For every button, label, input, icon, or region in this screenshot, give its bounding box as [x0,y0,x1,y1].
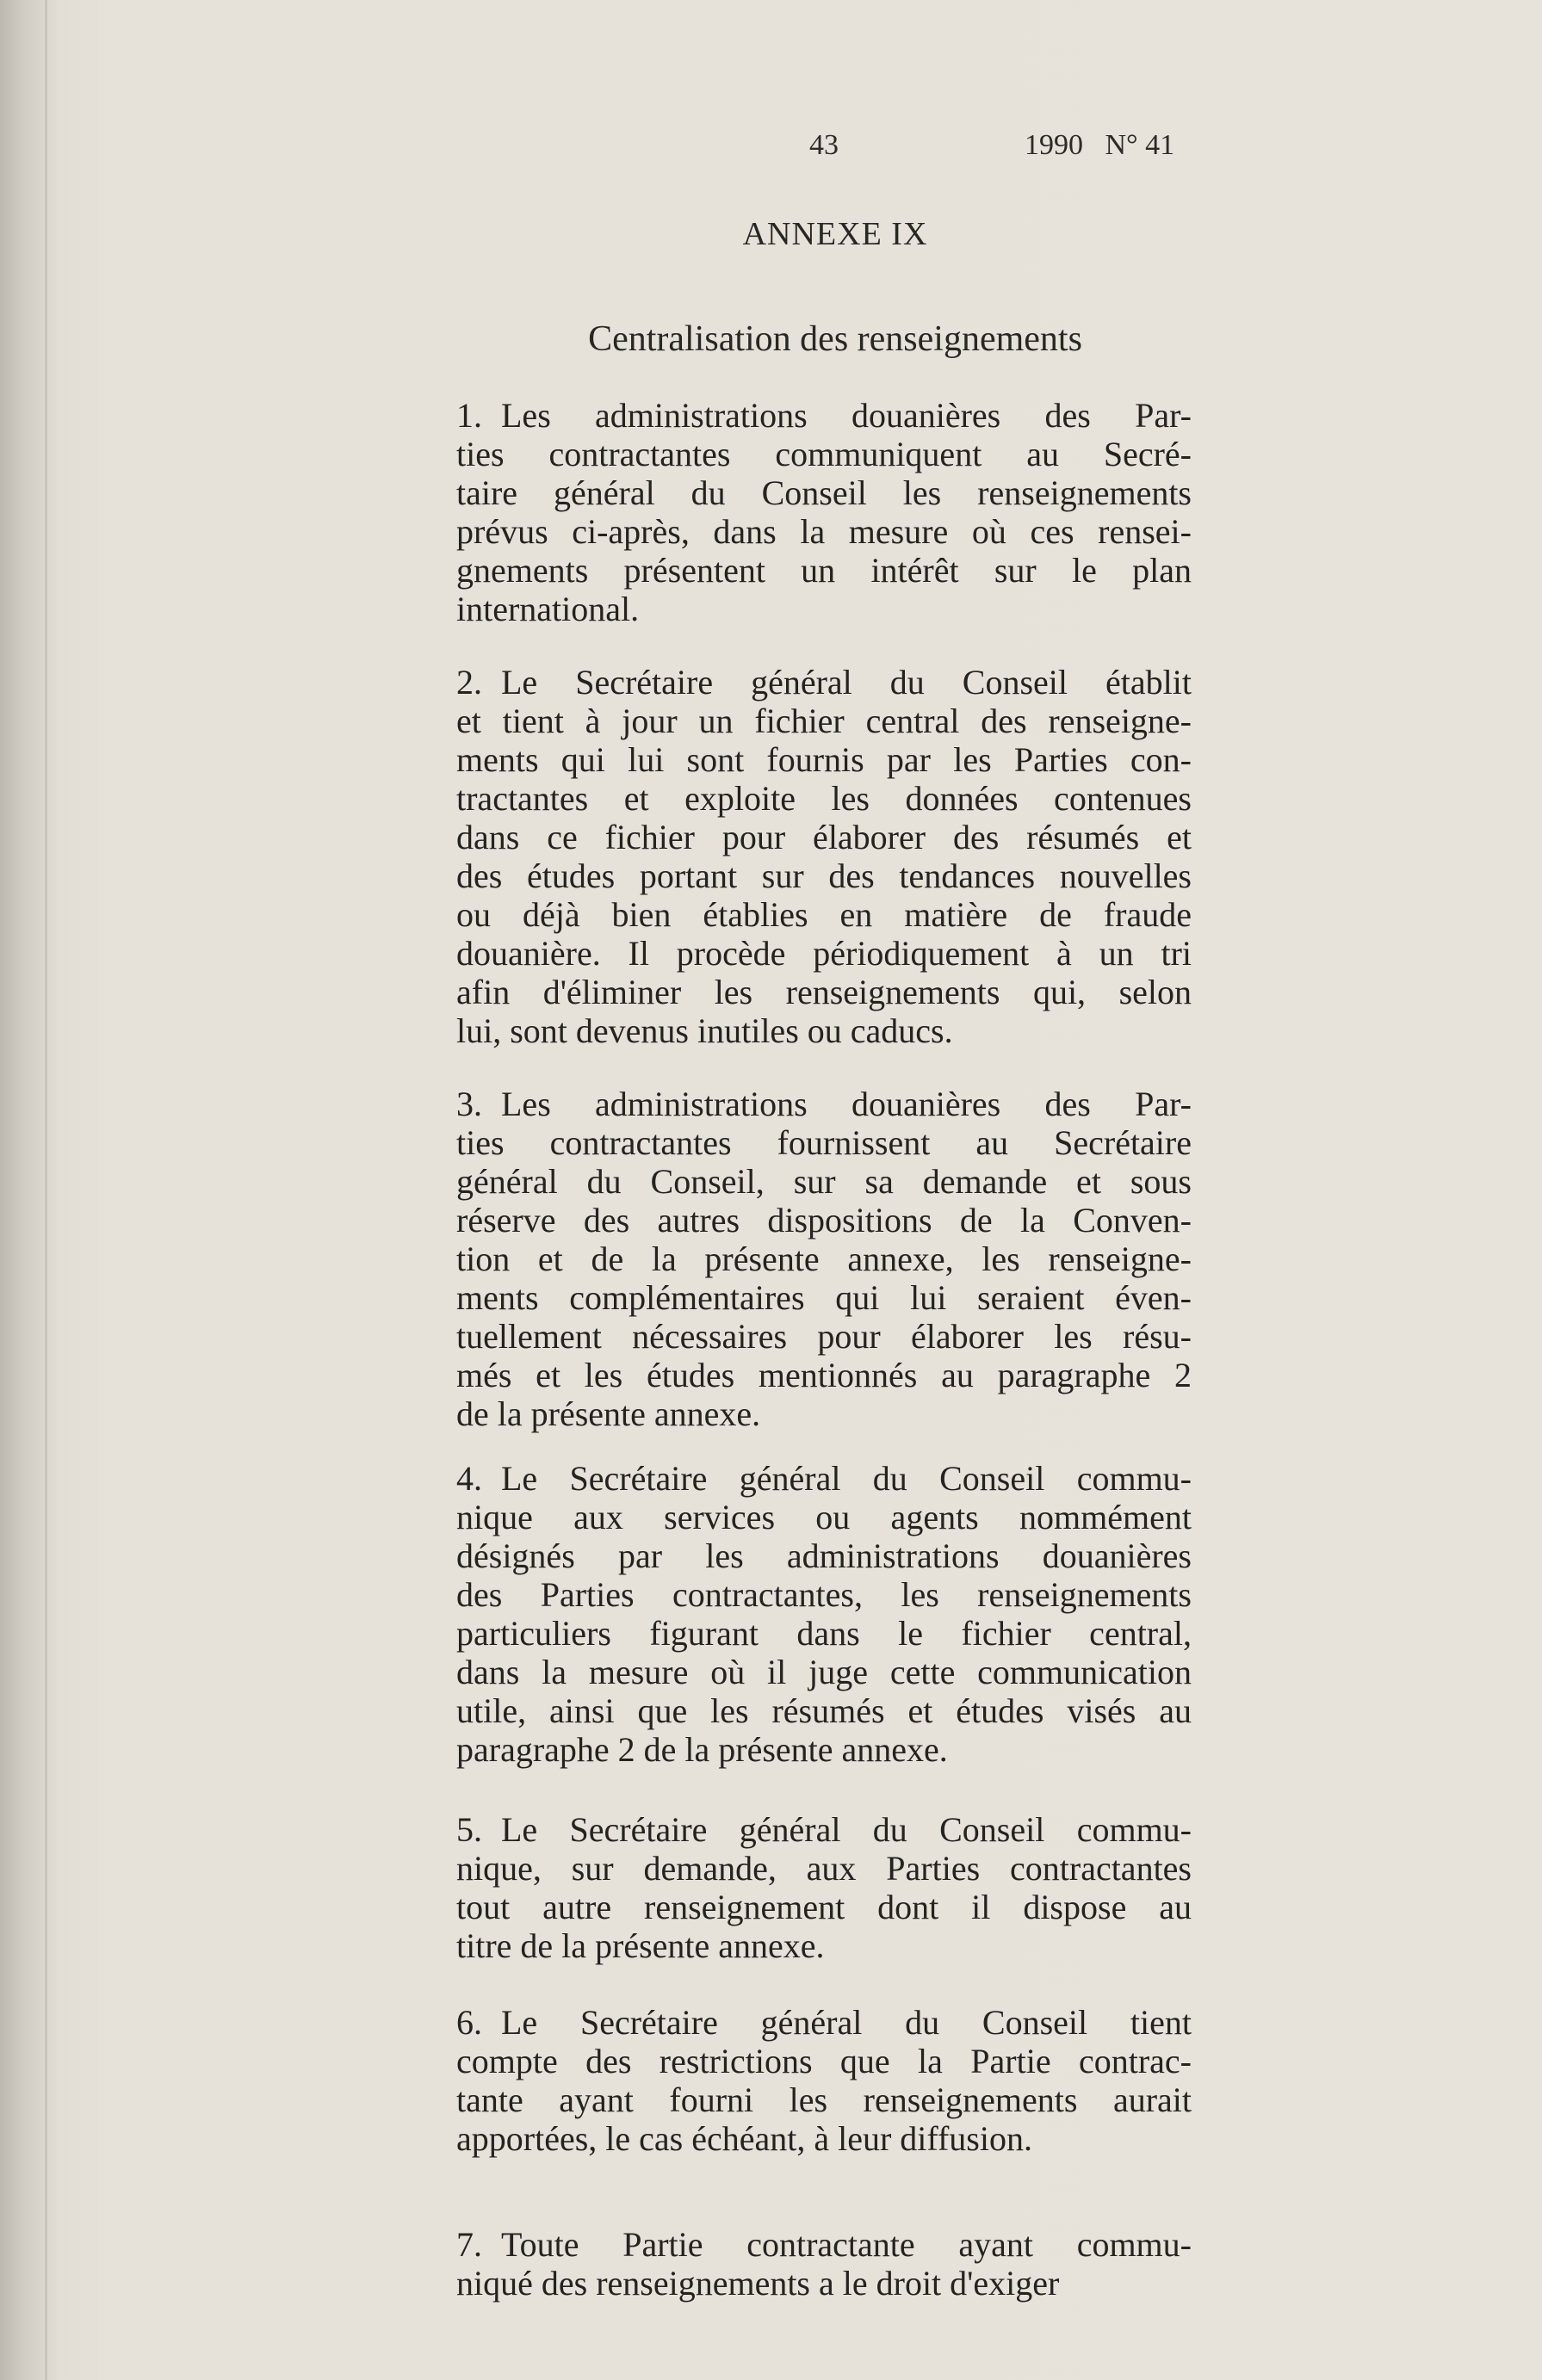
paragraph-line [456,2225,1192,2264]
paragraph-line [456,1691,1192,1730]
paragraph-line-text: ties contractantes communiquent au Secré- [456,435,1192,473]
paragraph-5 [456,1810,1192,1965]
paragraph-line-text: réserve des autres dispositions de la Conven- [456,1201,1192,1239]
paragraph-line-text: Le Secrétaire général du Conseil établit [501,663,1192,702]
paragraph-line [456,1011,1192,1050]
paragraph-line [456,2003,1192,2042]
paragraph-line [456,1575,1192,1614]
paragraph-1 [456,396,1192,628]
paragraph-line [456,2119,1192,2158]
paragraph-line-text: Les administrations douanières des Par- [501,396,1192,435]
paragraph-line-text: désignés par les administrations douanières [456,1536,1192,1575]
paragraph-line [456,1849,1192,1888]
paragraph-line [456,1317,1192,1356]
paragraph-line-text: des Parties contractantes, les renseignements [456,1575,1192,1614]
paragraph-line-text: compte des restrictions que la Partie contrac- [456,2042,1192,2080]
paragraph-line-text: apportées, le cas échéant, à leur diffusion. [456,2119,1032,2158]
paragraph-line [456,1085,1192,1123]
paragraph-6 [456,2003,1192,2158]
paragraph-line-text: particuliers figurant dans le fichier central, [456,1614,1192,1653]
paragraph-line [456,2042,1192,2080]
paragraph-line [456,1394,1192,1433]
paragraph-line [456,1653,1192,1691]
paragraph-line [456,473,1192,512]
paragraph-line-text: prévus ci-après, dans la mesure où ces rensei- [456,512,1192,551]
paragraph-number: 1. [456,396,482,435]
paragraph-line [456,663,1192,702]
paragraph-line [456,740,1192,779]
paragraph-line [456,973,1192,1011]
paragraph-number: 4. [456,1459,482,1498]
paragraph-line-text: gnements présentent un intérêt sur le plan [456,551,1192,590]
paragraph-line-text: Le Secrétaire général du Conseil tient [501,2003,1192,2042]
paragraph-line [456,1888,1192,1926]
paragraph-line [456,396,1192,435]
paragraph-line [456,1810,1192,1849]
paragraph-line [456,895,1192,934]
paragraph-line-text: tractantes et exploite les données contenues [456,779,1192,818]
paragraph-3 [456,1085,1192,1433]
paragraph-line-text: douanière. Il procède périodiquement à un tri [456,934,1192,973]
paragraph-line [456,1459,1192,1498]
paragraph-line [456,590,1192,628]
paragraph-line [456,779,1192,818]
paragraph-number: 2. [456,663,482,702]
paragraph-line [456,934,1192,973]
paragraph-line-text: ments complémentaires qui lui seraient éven- [456,1278,1192,1317]
paragraph-line [456,1162,1192,1201]
paragraph-line [456,512,1192,551]
paragraph-line-text: dans ce fichier pour élaborer des résumés et [456,818,1192,856]
paragraph-line [456,1278,1192,1317]
paragraph-line [456,1201,1192,1239]
paragraph-line-text: Toute Partie contractante ayant commu- [501,2225,1192,2264]
paragraph-line [456,818,1192,856]
paragraph-line [456,551,1192,590]
paragraph-line [456,856,1192,895]
paragraph-line [456,1239,1192,1278]
paragraph-line-text: lui, sont devenus inutiles ou caducs. [456,1011,953,1050]
paragraph-line [456,1926,1192,1965]
paragraph-line [456,2264,1192,2303]
paragraph-line-text: et tient à jour un fichier central des renseigne- [456,702,1192,740]
paragraph-number: 3. [456,1085,482,1123]
paragraph-line [456,1498,1192,1536]
paragraph-line [456,2080,1192,2119]
paragraph-line-text: tuellement nécessaires pour élaborer les résu- [456,1317,1192,1356]
page-number: 43 [809,129,839,161]
paragraph-line-text: nique, sur demande, aux Parties contractantes [456,1849,1192,1888]
paragraph-4 [456,1459,1192,1769]
paragraph-line-text: tout autre renseignement dont il dispose au [456,1888,1192,1926]
section-title: Centralisation des renseignements [588,319,1082,359]
paragraph-line-text: nique aux services ou agents nommément [456,1498,1192,1536]
paragraph-line [456,1123,1192,1162]
year-and-number: 1990 N° 41 [1025,129,1175,161]
paragraph-line [456,435,1192,473]
paragraph-2 [456,663,1192,1050]
paragraph-line [456,1730,1192,1769]
paragraph-number: 5. [456,1810,482,1849]
paragraph-line-text: més et les études mentionnés au paragraphe 2 [456,1356,1192,1394]
paragraph-line-text: tante ayant fourni les renseignements aurait [456,2080,1192,2119]
paragraph-line [456,1356,1192,1394]
paragraph-line-text: afin d'éliminer les renseignements qui, selon [456,973,1192,1011]
paragraph-line [456,702,1192,740]
paragraph-line-text: utile, ainsi que les résumés et études visés au [456,1691,1192,1730]
paragraph-line-text: taire général du Conseil les renseignements [456,473,1192,512]
paragraph-line-text: de la présente annexe. [456,1394,761,1433]
paragraph-line-text: ments qui lui sont fournis par les Parties con- [456,740,1192,779]
paragraph-line-text: ties contractantes fournissent au Secrétaire [456,1123,1192,1162]
paragraph-line [456,1536,1192,1575]
paragraph-7 [456,2225,1192,2303]
annex-title: ANNEXE IX [742,216,928,252]
paragraph-line-text: niqué des renseignements a le droit d'exiger [456,2264,1060,2303]
paragraph-line-text: international. [456,590,640,628]
paragraph-line-text: ou déjà bien établies en matière de fraude [456,895,1192,934]
paragraph-line-text: paragraphe 2 de la présente annexe. [456,1730,948,1769]
paragraph-line-text: titre de la présente annexe. [456,1926,825,1965]
paragraph-line-text: général du Conseil, sur sa demande et sous [456,1162,1192,1201]
paragraph-line-text: dans la mesure où il juge cette communication [456,1653,1192,1691]
paragraph-line-text: Le Secrétaire général du Conseil commu- [501,1810,1192,1849]
binding-gutter [45,0,47,2380]
paragraph-line-text: tion et de la présente annexe, les renseigne- [456,1239,1192,1278]
paragraph-number: 6. [456,2003,482,2042]
paragraph-line-text: des études portant sur des tendances nouvelles [456,856,1192,895]
paragraph-line [456,1614,1192,1653]
paragraph-line-text: Les administrations douanières des Par- [501,1085,1192,1123]
paragraph-number: 7. [456,2225,482,2264]
paragraph-line-text: Le Secrétaire général du Conseil commu- [501,1459,1192,1498]
